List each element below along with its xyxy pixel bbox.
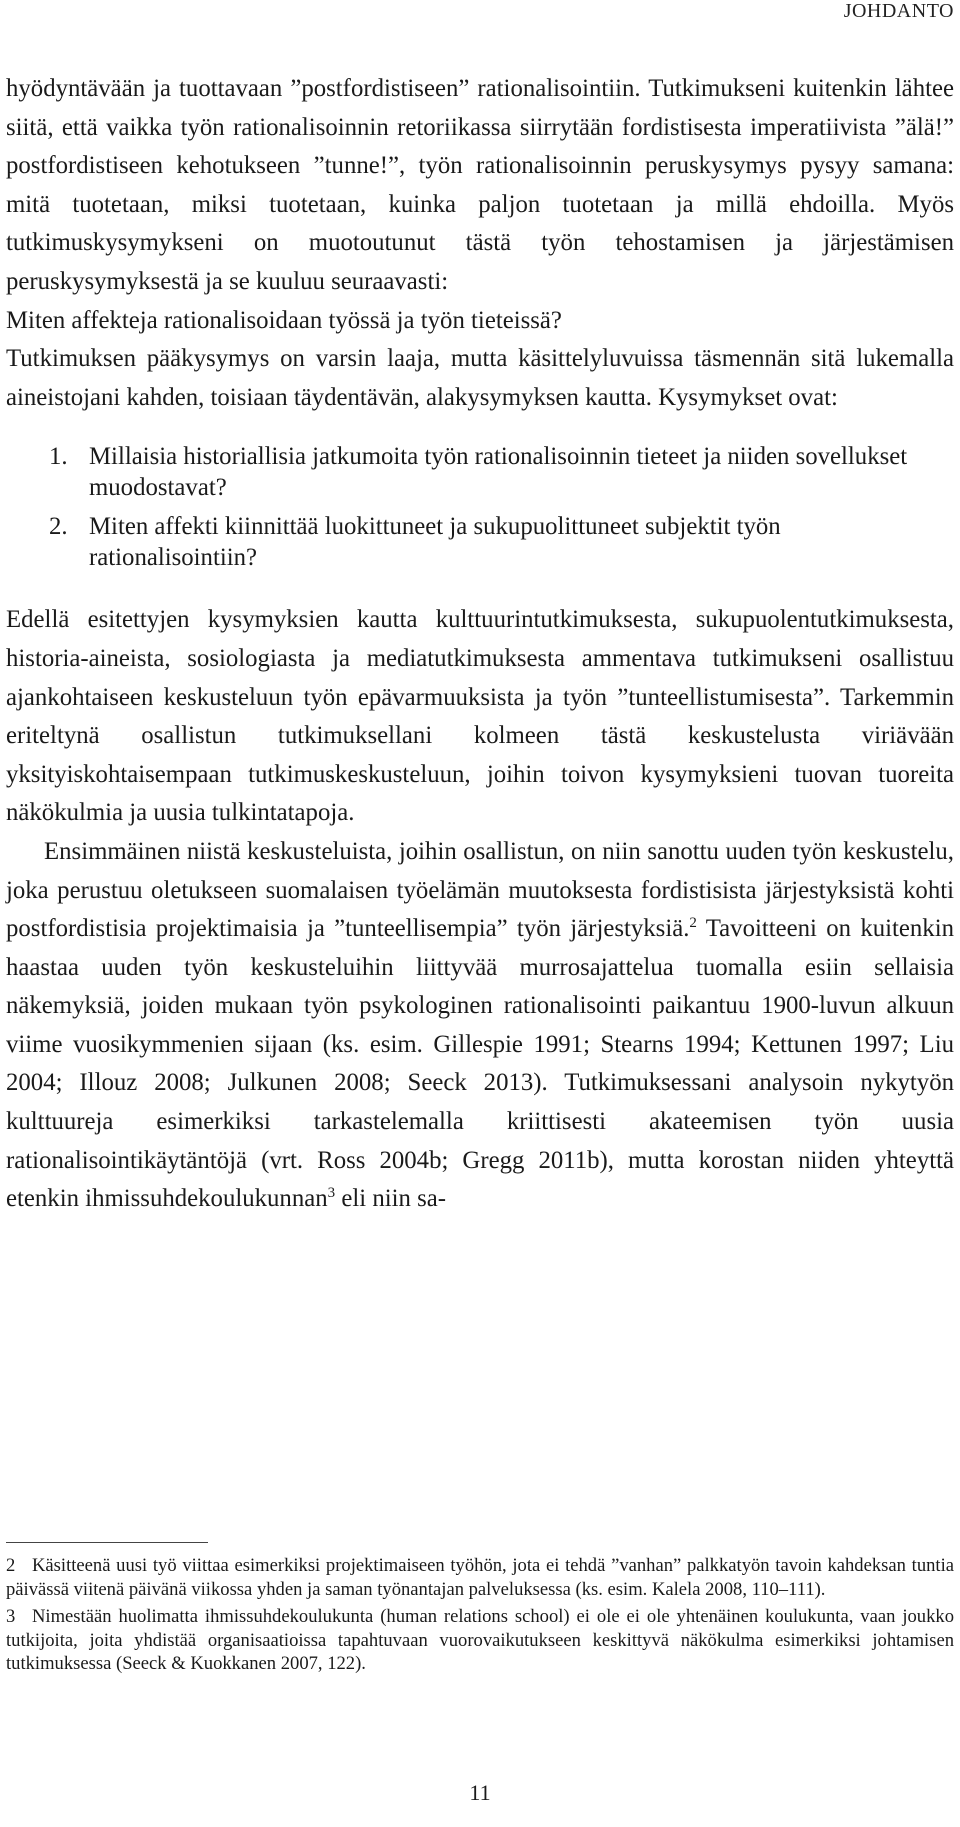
footnote	[6, 1605, 954, 1676]
footnotes	[6, 1554, 954, 1680]
subquestion-number: 2.	[49, 513, 68, 541]
subquestion-text: Miten affekti kiinnittää luokittuneet ja sukupuolittuneet subjektit työn rationalisointiin?	[89, 513, 781, 572]
footnote-number: 3	[6, 1606, 16, 1628]
paragraph-4-part-a: Ensimmäinen niistä keskusteluista, joihin osallistun, on niin sanottu uuden työn keskustelu, joka perustuu oletukseen suomalaisen työelämän muutoksesta fordistisista järjestyksistä kohti postfordistisia projektimaisia ja ”tunteellisempia” työn järjestyksiä.	[6, 837, 954, 943]
subquestion-number: 1.	[49, 443, 68, 471]
footnote-number: 2	[6, 1555, 16, 1576]
body-text	[6, 70, 954, 1219]
footnote-divider	[6, 1542, 208, 1543]
subquestion-item	[6, 511, 954, 573]
paragraph-4-part-b: Tavoitteeni on kuitenkin haastaa uuden työn keskusteluihin liittyvää murrosajattelua tuomalla esiin sellaisia näkemyksiä, joiden mukaan työn psykologinen rationalisointi paikantuu 1900-luvun alkuun viime vuosikymmenien sijaan (ks. esim. Gillespie 1991; Stearns 1994; Kettunen 1997; Liu 2004; Illouz 2008; Julkunen 2008; Seeck 2013). Tutkimuksessani analysoin nykytyön kulttuureja esimerkiksi tarkastelemalla kriittisesti akateemisen työn uusia rationalisointikäytäntöjä (vrt. Ross 2004b; Gregg 2011b), mutta korostan niiden yhteyttä etenkin ihmissuhdekoulukunnan	[6, 915, 954, 1213]
paragraph-1: hyödyntävään ja tuottavaan ”postfordistiseen” rationalisointiin. Tutkimukseni kuitenkin lähtee siitä, että vaikka työn rationalisoinnin retoriikassa siirrytään fordistisesta imperatiivista ”älä!” postfordistiseen kehotukseen ”tunne!”, työn rationalisoinnin peruskysymys pysyy samana: mitä tuotetaan, miksi tuotetaan, kuinka paljon tuotetaan ja millä ehdoilla. Myös tutkimuskysymykseni on muotoutunut tästä työn tehostamisen ja järjestämisen peruskysymyksestä ja se kuuluu seuraavasti:	[6, 75, 954, 295]
running-head: JOHDANTO	[843, 0, 954, 22]
subquestion-text: Millaisia historiallisia jatkumoita työn rationalisoinnin tieteet ja niiden sovellukset muodostavat?	[89, 443, 908, 502]
main-research-question: Miten affekteja rationalisoidaan työssä ja työn tieteissä?	[6, 306, 562, 334]
subquestion-item	[6, 441, 954, 503]
paragraph-3: Edellä esitettyjen kysymyksien kautta kulttuurintutkimuksesta, sukupuolentutkimuksesta, historia-aineista, sosiologiasta ja mediatutkimuksesta ammentava tutkimukseni osallistuu ajankohtaiseen keskusteluun työn epävarmuuksista ja työn ”tunteellistumisesta”. Tarkemmin eriteltynä osallistun tutkimuksellani kolmeen tästä keskustelusta viriävään yksityiskohtaisempaan tutkimuskeskusteluun, joihin toivon kysymyksieni tuovan tuoreita näkökulmia ja uusia tulkintatapoja.	[6, 606, 954, 827]
footnote	[6, 1554, 954, 1601]
paragraph-4	[6, 833, 954, 1219]
page-number: 11	[469, 1780, 491, 1805]
subquestion-list	[6, 441, 954, 573]
footnote-ref-2[interactable]: 2	[689, 915, 697, 932]
footnote-text: Käsitteenä uusi työ viittaa esimerkiksi projektimaiseen työhön, jota ei tehdä ”vanhan” palkkatyön tavoin kahdeksan tuntia päivässä viitenä päivänä viikossa yhden ja saman työnantajan palveluksessa (ks. esim. Kalela 2008, 110–111).	[6, 1555, 954, 1600]
footnote-ref-3[interactable]: 3	[327, 1185, 336, 1202]
footnote-text: Nimestään huolimatta ihmissuhdekoulukunta (human relations school) ei ole ei ole yhtenäinen koulukunta, vaan joukko tutkijoita, joita yhdistää organisaatioissa tapahtuvaan vuorovaikutukseen keskittyvä näkökulma esimerkiksi johtamisen tutkimuksessa (Seeck & Kuokkanen 2007, 122).	[6, 1606, 954, 1675]
paragraph-2: Tutkimuksen pääkysymys on varsin laaja, mutta käsittelyluvuissa täsmennän sitä lukemalla aineistojani kahden, toisiaan täydentävän, alakysymyksen kautta. Kysymykset ovat:	[6, 345, 954, 411]
paragraph-4-part-c: eli niin sa-	[335, 1185, 447, 1213]
